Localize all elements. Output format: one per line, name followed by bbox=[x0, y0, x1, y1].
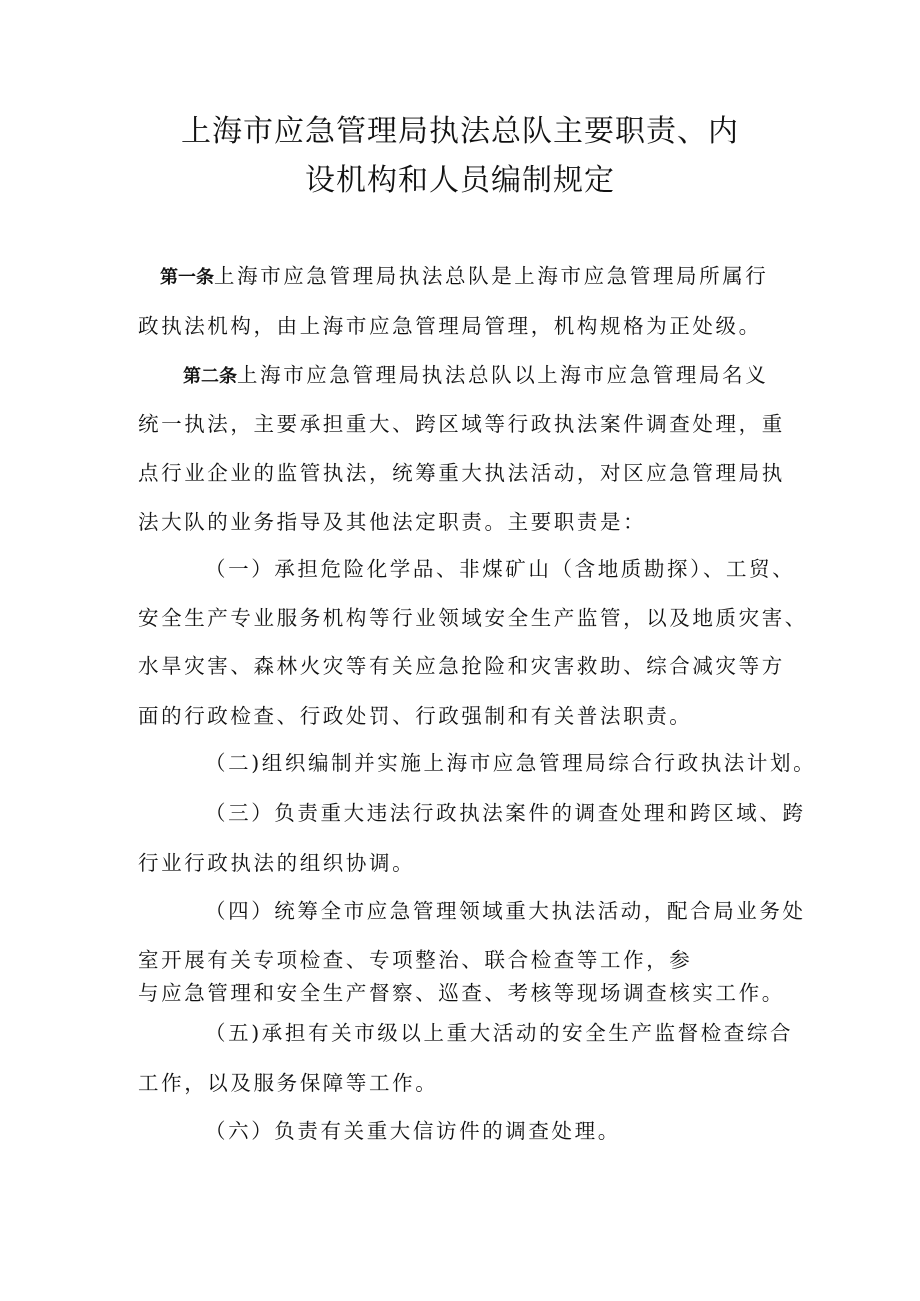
duty-line: （一）承担危险化学品、非煤矿山（含地质勘探）、工贸、 bbox=[205, 557, 796, 581]
article-line: 点行业企业的监管执法，统筹重大执法活动，对区应急管理局执 bbox=[138, 461, 785, 485]
duty-line: 与应急管理和安全生产督察、巡查、考核等现场调查核实工作。 bbox=[138, 981, 785, 1005]
duty-line: 水旱灾害、森林火灾等有关应急抢险和灾害救助、综合减灾等方 bbox=[138, 654, 785, 678]
duty-line: 安全生产专业服务机构等行业领域安全生产监管，以及地质灾害、 bbox=[138, 606, 808, 630]
duty-line: （二)组织编制并实施上海市应急管理局综合行政执法计划。 bbox=[205, 751, 817, 775]
article-line: 法大队的业务指导及其他法定职责。主要职责是： bbox=[138, 510, 647, 534]
duty-line: 行业行政执法的组织协调。 bbox=[138, 851, 416, 875]
duty-line: （六）负责有关重大信访件的调查处理。 bbox=[205, 1119, 621, 1143]
article-text: 上海市应急管理局执法总队以上海市应急管理局名义 bbox=[237, 363, 769, 387]
title-line-1: 上海市应急管理局执法总队主要职责、内 bbox=[181, 114, 739, 149]
duty-line: （五)承担有关市级以上重大活动的安全生产监督检查综合 bbox=[205, 1021, 794, 1045]
article-line bbox=[183, 365, 768, 386]
article-line bbox=[160, 266, 768, 287]
duty-line: （四）统筹全市应急管理领域重大执法活动，配合局业务处 bbox=[205, 899, 806, 923]
article-text: 上海市应急管理局执法总队是上海市应急管理局所属行 bbox=[214, 264, 769, 288]
duty-line: （三）负责重大违法行政执法案件的调查处理和跨区域、跨 bbox=[205, 801, 806, 825]
article-label: 第二条 bbox=[183, 366, 237, 387]
title-line-2: 设机构和人员编制规定 bbox=[305, 163, 615, 198]
article-line: 政执法机构，由上海市应急管理局管理，机构规格为正处级。 bbox=[138, 314, 762, 338]
duty-line: 室开展有关专项检查、专项整治、联合检查等工作，参 bbox=[138, 948, 693, 972]
article-line: 统一执法，主要承担重大、跨区域等行政执法案件调查处理，重 bbox=[138, 412, 785, 436]
article-label: 第一条 bbox=[160, 267, 214, 288]
duty-line: 工作，以及服务保障等工作。 bbox=[138, 1071, 439, 1095]
duty-line: 面的行政检查、行政处罚、行政强制和有关普法职责。 bbox=[138, 704, 693, 728]
